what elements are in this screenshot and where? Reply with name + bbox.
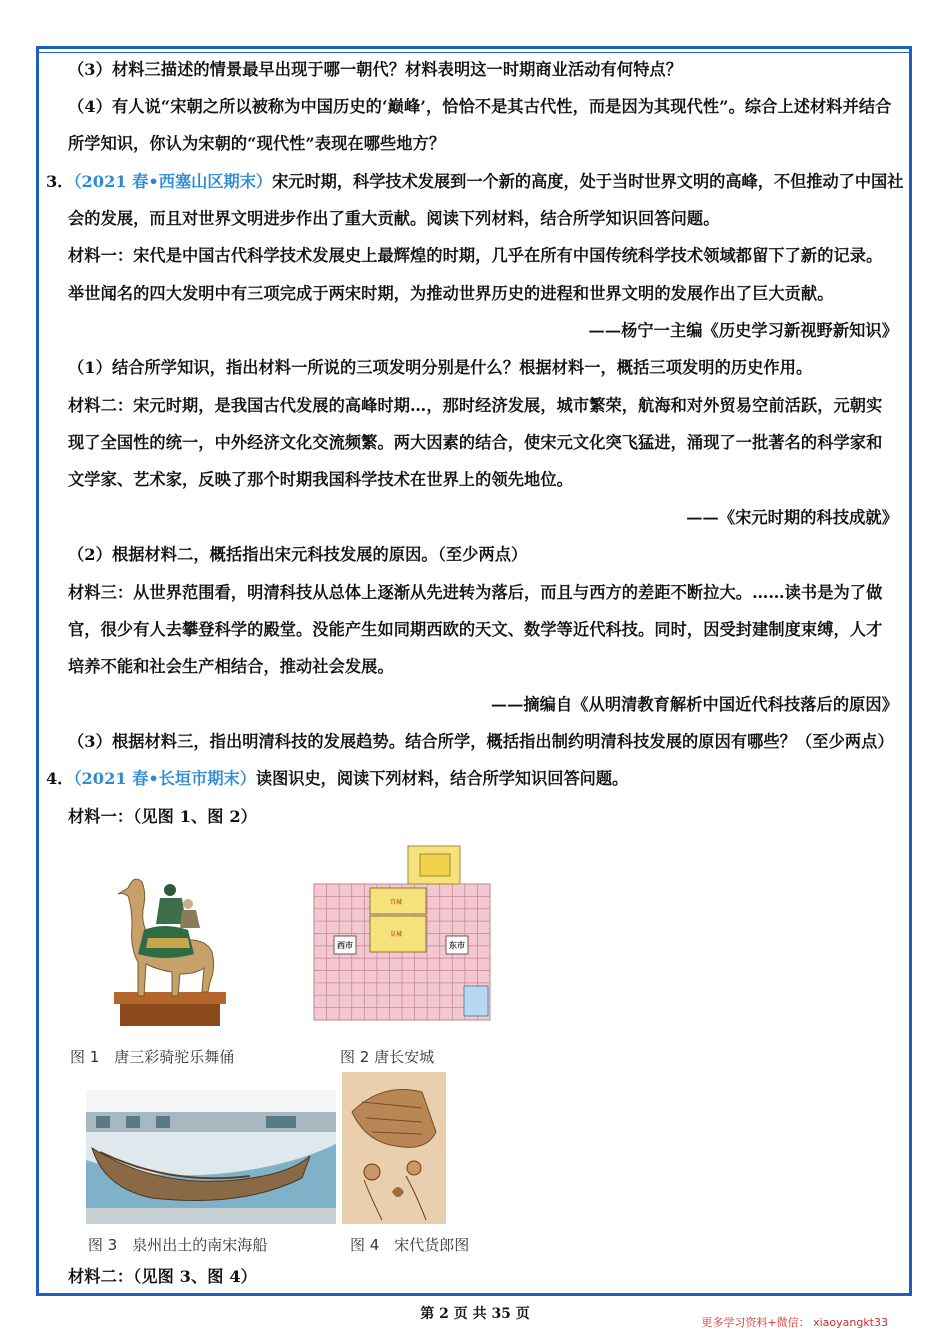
song-peddler-painting: [342, 1072, 446, 1224]
question-3-sub3: （3）材料三描述的情景最早出现于哪一朝代？材料表明这一时期商业活动有何特点？: [68, 60, 682, 79]
question-3-sub4: （4）有人说“宋朝之所以被称为中国历史的‘巅峰’，恰恰不是其古代性，而是因为其现代性”。综合上述材料并结合: [68, 97, 892, 116]
material-three: 材料三：从世界范围看，明清科技从总体上逐渐从先进转为落后，而且与西方的差距不断拉大。……读书是为了做: [68, 583, 883, 602]
sub-question-1: （1）结合所学知识，指出材料一所说的三项发明分别是什么？根据材料一，概括三项发明的历史作用。: [68, 358, 813, 377]
camel-figurine-image: [100, 860, 230, 1030]
material-one-citation: ——杨宁一主编《历史学习新视野新知识》: [588, 321, 898, 340]
material-two-cont2: 文学家、艺术家，反映了那个时期我国科学技术在世界上的领先地位。: [68, 470, 573, 489]
figure-1-caption: 图 1 唐三彩骑驼乐舞俑: [70, 1048, 235, 1066]
question-text: 读图识史，阅读下列材料，结合所学知识回答问题。: [255, 769, 629, 788]
map-label-east-market: 东市: [449, 941, 465, 950]
question-number: 4．: [46, 769, 74, 788]
question-stem-cont: 会的发展，而且对世界文明进步作出了重大贡献。阅读下列材料，结合所学知识回答问题。: [68, 209, 720, 228]
material-two-citation: ——《宋元时期的科技成就》: [686, 508, 898, 527]
page-frame-inner-line: [36, 52, 912, 53]
promo-text: 更多学习资料+微信： xiaoyangkt33: [701, 1316, 888, 1329]
sub-question-2: （2）根据材料二，概括指出宋元科技发展的原因。（至少两点）: [68, 545, 528, 564]
material-two: 材料二：宋元时期，是我国古代发展的高峰时期…，那时经济发展，城市繁荣，航海和对外贸易空前活跃，元朝实: [68, 396, 883, 415]
question-text: 宋元时期，科学技术发展到一个新的高度，处于当时世界文明的高峰，不但推动了中国社: [272, 172, 904, 191]
material-three-cont: 官，很少有人去攀登科学的殿堂。没能产生如同期西欧的天文、数学等近代科技。同时，因受封建制度束缚，人才: [68, 620, 883, 639]
map-label-west-market: 西市: [337, 941, 353, 950]
map-label-imperial: 皇城: [390, 931, 403, 938]
question-source[interactable]: （2021 春•西塞山区期末）: [73, 172, 273, 191]
figure-4-caption: 图 4 宋代货郎图: [350, 1236, 470, 1254]
question-source[interactable]: （2021 春•长垣市期末）: [73, 769, 256, 788]
sub-question-3: （3）根据材料三，指出明清科技的发展趋势。结合所学，概括指出制约明清科技发展的原因有哪些？（至少两点）: [68, 732, 894, 751]
material-two-label: 材料二：（见图 3、图 4）: [68, 1267, 257, 1286]
question-3-stem: [46, 172, 903, 192]
song-ship-image: [86, 1090, 336, 1224]
changan-city-map: [310, 840, 510, 1030]
material-one: 材料一：宋代是中国古代科学技术发展史上最辉煌的时期，几乎在所有中国传统科学技术领域都留下了新的记录。: [68, 246, 883, 265]
material-one-cont: 举世闻名的四大发明中有三项完成于两宋时期，为推动世界历史的进程和世界文明的发展作出了巨大贡献。: [68, 284, 834, 303]
material-one-label: 材料一：（见图 1、图 2）: [68, 807, 257, 826]
material-two-cont: 现了全国性的统一，中外经济文化交流频繁。两大因素的结合，使宋元文化突飞猛进，涌现了一批著名的科学家和: [68, 433, 883, 452]
question-4-stem: [46, 769, 628, 789]
question-3-sub4-cont: 所学知识，你认为宋朝的“现代性”表现在哪些地方？: [68, 134, 446, 153]
material-three-citation: ——摘编自《从明清教育解析中国近代科技落后的原因》: [490, 695, 898, 714]
material-three-cont2: 培养不能和社会生产相结合，推动社会发展。: [68, 657, 394, 676]
figure-3-caption: 图 3 泉州出土的南宋海船: [88, 1236, 268, 1254]
question-number: 3．: [46, 172, 74, 191]
map-label-palace: 宫城: [390, 899, 403, 906]
page-number: 第 2 页 共 35 页: [420, 1306, 530, 1322]
figure-2-caption: 图 2 唐长安城: [340, 1048, 435, 1066]
